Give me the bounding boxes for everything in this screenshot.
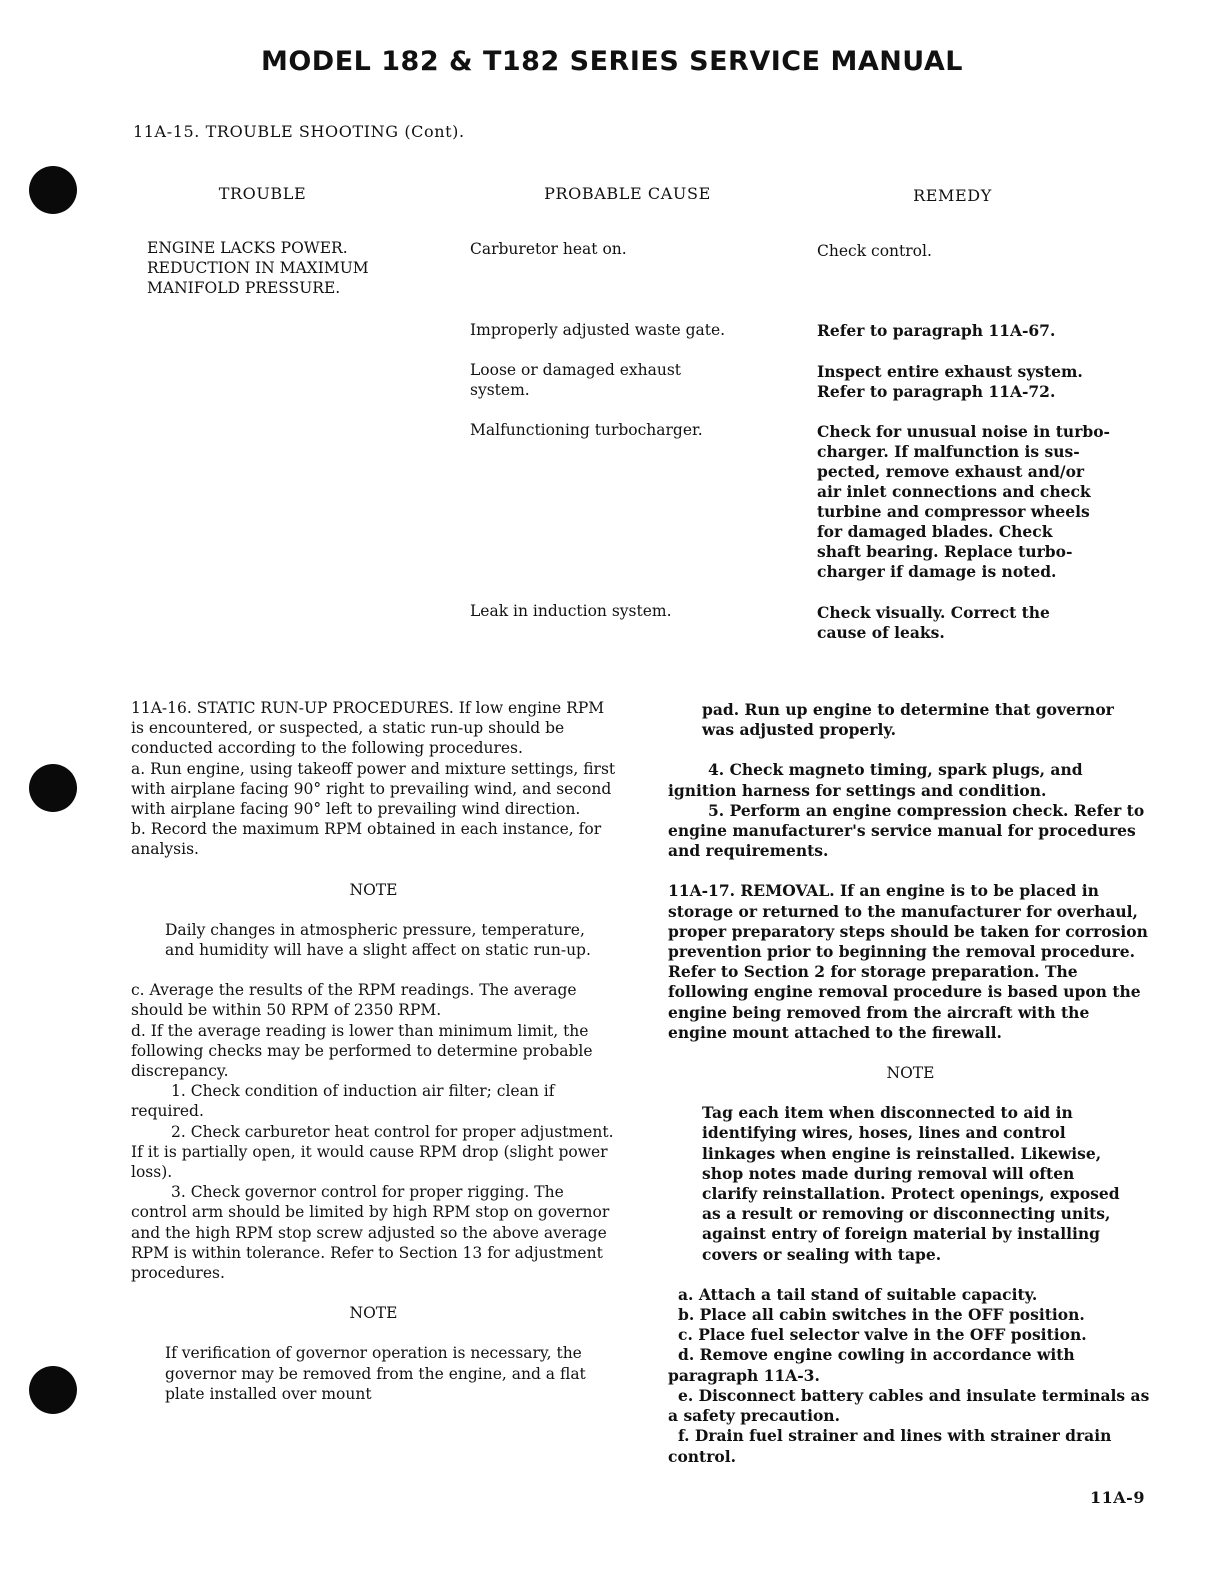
remedy-refer-11a-67: Refer to paragraph 11A-67. <box>817 321 1056 340</box>
binder-hole-bottom <box>29 1366 77 1414</box>
binder-hole-top <box>29 166 77 214</box>
step-c-average-results: c. Average the results of the RPM readings. The average should be within 50 RPM of 2350 RPM. <box>131 981 577 1020</box>
trouble-description: ENGINE LACKS POWER. REDUCTION IN MAXIMUM MANIFOLD PRESSURE. <box>147 239 369 297</box>
paragraph-static-run-up: 11A-16. STATIC RUN-UP PROCEDURES. If low engine RPM is encountered, or suspected, a static run-up should be conducted according to the following procedures. <box>131 699 605 758</box>
note-text-governor: If verification of governor operation is necessary, the governor may be removed from the engine, and a flat plate installed over mount <box>165 1344 586 1403</box>
note-text-tag-items: Tag each item when disconnected to aid in identifying wires, hoses, lines and control linkages when engine is reinstalled. Likewise, shop notes made during removal will often clarify reinstallation. Protect openings, exposed as a result or removing or disconnecting units, against entry of foreign material by installing covers or sealing with tape. <box>702 1103 1120 1264</box>
right-text-column <box>668 700 1153 1467</box>
column-header-remedy: REMEDY <box>913 186 992 205</box>
remedy-check-turbocharger: Check for unusual noise in turbo- charger. If malfunction is sus- pected, remove exhaust and/or air inlet connections and check turbine and compressor wheels for damaged blades. Check shaft bearing. Replace turbo- charger if damage is noted. <box>817 422 1110 581</box>
page-number: 11A-9 <box>1090 1488 1145 1507</box>
removal-step-e-battery: e. Disconnect battery cables and insulate terminals as a safety precaution. <box>668 1385 1150 1426</box>
check-4-magneto-timing: 4. Check magneto timing, spark plugs, and ignition harness for settings and condition. <box>668 760 1083 800</box>
remedy-check-control: Check control. <box>817 242 932 260</box>
page-title: MODEL 182 & T182 SERIES SERVICE MANUAL <box>260 46 963 77</box>
remedy-inspect-exhaust: Inspect entire exhaust system. Refer to paragraph 11A-72. <box>817 362 1083 401</box>
remedy-check-visually: Check visually. Correct the cause of leaks. <box>817 603 1050 642</box>
step-d-lower-limit: d. If the average reading is lower than minimum limit, the following checks may be performed to determine probable discrepancy. <box>131 1021 593 1081</box>
cause-induction-leak: Leak in induction system. <box>470 602 672 620</box>
check-1-air-filter: 1. Check condition of induction air filter; clean if required. <box>131 1082 555 1121</box>
removal-step-a-tail-stand: a. Attach a tail stand of suitable capacity. <box>678 1284 1038 1304</box>
removal-step-b-cabin-switches: b. Place all cabin switches in the OFF position. <box>678 1305 1085 1325</box>
note-label-3: NOTE <box>886 1064 935 1083</box>
step-b-record-rpm: b. Record the maximum RPM obtained in each instance, for analysis. <box>131 820 602 859</box>
step-a-run-engine: a. Run engine, using takeoff power and mixture settings, first with airplane facing 90° right to prevailing wind, and second with airplane facing 90° left to prevailing wind direction. <box>131 759 616 819</box>
paragraph-removal: 11A-17. REMOVAL. If an engine is to be placed in storage or returned to the manufacturer for overhaul, proper preparatory steps should be taken for corrosion prevention prior to beginning the removal procedure. Refer to Section 2 for storage preparation. The following engine removal procedure is based upon the engine being removed from the aircraft with the engine mount attached to the firewall. <box>668 881 1148 1042</box>
column-header-probable-cause: PROBABLE CAUSE <box>544 184 711 203</box>
cause-carburetor-heat: Carburetor heat on. <box>470 240 627 258</box>
note-label-2: NOTE <box>349 1304 398 1323</box>
removal-step-f-fuel-strainer: f. Drain fuel strainer and lines with strainer drain control. <box>668 1426 1112 1466</box>
removal-step-d-cowling: d. Remove engine cowling in accordance with paragraph 11A-3. <box>668 1345 1075 1385</box>
left-text-column <box>131 698 616 1404</box>
binder-hole-middle <box>29 764 77 812</box>
note-text-governor-continued: pad. Run up engine to determine that governor was adjusted properly. <box>702 700 1114 740</box>
cause-exhaust-system: Loose or damaged exhaust system. <box>470 361 682 399</box>
column-header-trouble: TROUBLE <box>218 184 307 203</box>
section-heading-trouble-shooting: 11A-15. TROUBLE SHOOTING (Cont). <box>133 122 465 141</box>
check-3-governor-rigging: 3. Check governor control for proper rigging. The control arm should be limited by high RPM stop on governor and the high RPM stop screw adjusted so the above average RPM is within tolerance. Refer to Section 13 for adjustment procedures. <box>131 1183 610 1283</box>
cause-turbocharger: Malfunctioning turbocharger. <box>470 421 703 439</box>
removal-step-c-fuel-selector: c. Place fuel selector valve in the OFF position. <box>678 1325 1087 1345</box>
check-2-carburetor-heat: 2. Check carburetor heat control for proper adjustment. If it is partially open, it would cause RPM drop (slight power loss). <box>131 1122 614 1182</box>
check-5-compression: 5. Perform an engine compression check. Refer to engine manufacturer's service manual for procedures and requirements. <box>668 800 1145 861</box>
note-label-1: NOTE <box>349 880 398 899</box>
note-text-atmospheric: Daily changes in atmospheric pressure, temperature, and humidity will have a slight affect on static run-up. <box>165 920 591 960</box>
cause-waste-gate: Improperly adjusted waste gate. <box>470 321 726 339</box>
